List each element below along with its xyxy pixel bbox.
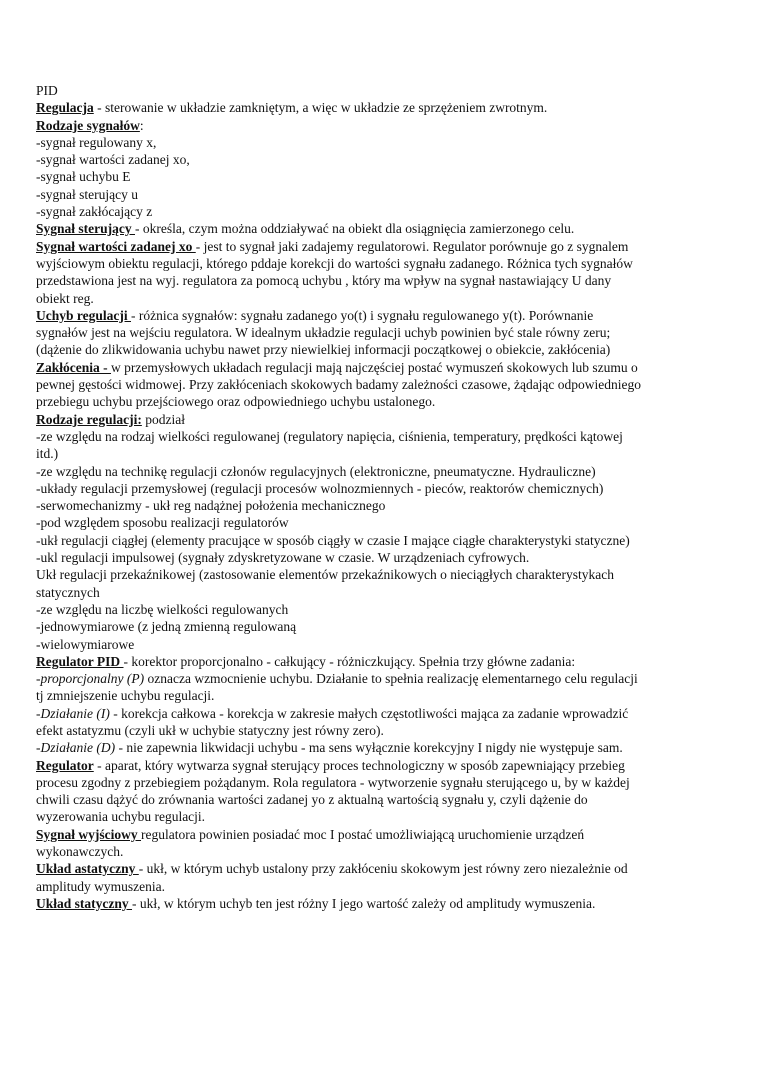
term-heading: Układ statyczny [36, 895, 133, 911]
line-text: przebiegu uchybu przejściowego oraz odpowiedniego uchybu ustalonego. [36, 394, 436, 410]
term-heading: Rodzaje regulacji: [36, 411, 142, 427]
text-line [36, 843, 726, 860]
document-page [36, 82, 726, 912]
italic-term: -proporcjonalny (P) [36, 671, 145, 687]
text-line [36, 739, 726, 756]
line-text: chwili czasu dążyć do zrównania wartości zadanej yo z aktualną wartością sygnału y, czyli dążenie do [36, 792, 588, 808]
text-line [36, 514, 726, 531]
line-text: -pod względem sposobu realizacji regulatorów [36, 515, 289, 531]
line-text: -ukl regulacji impulsowej (sygnały zdyskretyzowane w czasie. W urządzeniach cyfrowych. [36, 550, 530, 566]
term-heading: Zakłócenia - [36, 359, 112, 375]
text-line [36, 860, 726, 877]
text-line [36, 168, 726, 185]
line-text: regulatora powinien posiadać moc I postać umożliwiającą uruchomienie urządzeń [141, 826, 585, 842]
text-line [36, 324, 726, 341]
line-text: statycznych [36, 584, 100, 600]
term-heading: Regulator [36, 757, 94, 773]
text-line [36, 359, 726, 376]
line-text: - określa, czym można oddziaływać na obiekt dla osiągnięcia zamierzonego celu. [135, 221, 575, 237]
text-line [36, 463, 726, 480]
text-line [36, 705, 726, 722]
line-text: -ukł regulacji ciągłej (elementy pracujące w sposób ciągły w czasie I mające ciągłe charakterystyki statyczne) [36, 532, 630, 548]
line-text: wyjściowym obiektu regulacji, którego pddaje korekcji do wartości sygnału zadanego. Różnica tych sygnałów [36, 255, 633, 271]
text-line [36, 722, 726, 739]
text-line [36, 618, 726, 635]
line-text: -ze względu na rodzaj wielkości regulowanej (regulatory napięcia, ciśnienia, temperatury, prędkości kątowej [36, 428, 623, 444]
line-text: : [139, 117, 144, 133]
text-line [36, 774, 726, 791]
text-line [36, 566, 726, 583]
line-text: -sygnał regulowany x, [36, 134, 157, 150]
line-text: -sygnał wartości zadanej xo, [36, 152, 190, 168]
line-text: Ukł regulacji przekaźnikowej (zastosowanie elementów przekaźnikowych o nieciągłych charakterystykach [36, 567, 615, 583]
term-heading: Sygnał sterujący [36, 221, 135, 237]
text-line [36, 653, 726, 670]
line-text: procesu zgodny z przebiegiem pożądanym. Rola regulatora - wytworzenie sygnału sterującego u, by w każdej [36, 774, 630, 790]
line-text: efekt astatyzmu (czyli ukł w uchybie statyczny jest równy zero). [36, 722, 384, 738]
line-text: -jednowymiarowe (z jedną zmienną regulowaną [36, 619, 297, 635]
text-line [36, 808, 726, 825]
text-line [36, 117, 726, 134]
line-text: przedstawiona jest na wyj. regulatora za pomocą uchybu , który ma wpływ na sygnał nastawiający U dany [36, 273, 612, 289]
text-line [36, 601, 726, 618]
italic-term: -Działanie (D) [36, 740, 116, 756]
text-line [36, 878, 726, 895]
line-text: wykonawczych. [36, 844, 124, 860]
line-text: wyzerowania uchybu regulacji. [36, 809, 206, 825]
text-line [36, 757, 726, 774]
line-text: -układy regulacji przemysłowej (regulacji procesów wolnozmiennych - pieców, reaktorów chemicznych) [36, 480, 604, 496]
text-line [36, 99, 726, 116]
document-body [36, 99, 726, 912]
line-text: - korektor proporcjonalno - całkujący - różniczkujący. Spełnia trzy główne zadania: [123, 653, 576, 669]
line-text: - sterowanie w układzie zamkniętym, a więc w układzie ze sprzężeniem zwrotnym. [93, 100, 548, 116]
text-line [36, 670, 726, 687]
text-line [36, 272, 726, 289]
line-text: -ze względu na liczbę wielkości regulowanych [36, 601, 289, 617]
text-line [36, 428, 726, 445]
line-text: amplitudy wymuszenia. [36, 878, 165, 894]
line-text: tj zmniejszenie uchybu regulacji. [36, 688, 215, 704]
line-text: - korekcja całkowa - korekcja w zakresie małych częstotliwości mająca za zadanie wprowadzić [109, 705, 629, 721]
text-line [36, 687, 726, 704]
line-text: - ukł, w którym uchyb ustalony przy zakłóceniu skokowym jest równy zero niezależnie od [138, 861, 628, 877]
text-line [36, 134, 726, 151]
text-line [36, 826, 726, 843]
text-line [36, 445, 726, 462]
line-text: -serwomechanizmy - ukł reg nadążnej położenia mechanicznego [36, 498, 386, 514]
text-line [36, 376, 726, 393]
line-text: - jest to sygnał jaki zadajemy regulatorowi. Regulator porównuje go z sygnalem [195, 238, 629, 254]
text-line [36, 341, 726, 358]
line-text: itd.) [36, 446, 59, 462]
text-line [36, 290, 726, 307]
text-line [36, 238, 726, 255]
line-text: - różnica sygnałów: sygnału zadanego yo(t) i sygnału regulowanego y(t). Porównanie [131, 307, 594, 323]
text-line [36, 151, 726, 168]
line-text: -sygnał uchybu E [36, 169, 131, 185]
text-line [36, 411, 726, 428]
text-line [36, 636, 726, 653]
line-text: -ze względu na technikę regulacji członów regulacyjnych (elektroniczne, pneumatyczne. Hydrauliczne) [36, 463, 596, 479]
line-text: podział [141, 411, 185, 427]
line-text: obiekt reg. [36, 290, 94, 306]
term-heading: Regulator PID [36, 653, 124, 669]
text-line [36, 393, 726, 410]
text-line [36, 791, 726, 808]
text-line [36, 532, 726, 549]
text-line [36, 307, 726, 324]
term-heading: Układ astatyczny [36, 861, 139, 877]
line-text: sygnałów jest na wejściu regulatora. W idealnym układzie regulacji uchyb powinien być stale równy zeru; [36, 325, 611, 341]
text-line [36, 895, 726, 912]
line-text: -sygnał sterujący u [36, 186, 138, 202]
text-line [36, 480, 726, 497]
line-text: - ukł, w którym uchyb ten jest różny I jego wartość zależy od amplitudy wymuszenia. [132, 895, 596, 911]
term-heading: Sygnał wartości zadanej xo [36, 238, 196, 254]
term-heading: Regulacja [36, 100, 94, 116]
term-heading: Uchyb regulacji [36, 307, 131, 323]
line-text: -wielowymiarowe [36, 636, 135, 652]
text-line [36, 255, 726, 272]
line-text: (dążenie do zlikwidowania uchybu nawet przy niewielkiej informacji początkowej o obiekcie, zakłócenia) [36, 342, 611, 358]
document-heading: PID [36, 83, 58, 98]
italic-term: -Działanie (I) [36, 705, 110, 721]
line-text: oznacza wzmocnienie uchybu. Działanie to spełnia realizację elementarnego celu regulacji [144, 671, 638, 687]
text-line [36, 203, 726, 220]
term-heading: Sygnał wyjściowy [36, 826, 142, 842]
line-text: - aparat, który wytwarza sygnał sterujący proces technologiczny w sposób zapewniający przebieg [93, 757, 625, 773]
text-line [36, 549, 726, 566]
text-line [36, 497, 726, 514]
line-text: w przemysłowych układach regulacji mają najczęściej postać wymuszeń skokowych lub szumu o [111, 359, 638, 375]
term-heading: Rodzaje sygnałów [36, 117, 140, 133]
text-line [36, 186, 726, 203]
line-text: - nie zapewnia likwidacji uchybu - ma sens wyłącznie korekcyjny I nigdy nie występuje sam. [115, 740, 623, 756]
text-line [36, 584, 726, 601]
text-line [36, 220, 726, 237]
line-text: pewnej gęstości widmowej. Przy zakłóceniach skokowych badamy zależności czasowe, żądając odpowiedniego [36, 377, 642, 393]
line-text: -sygnał zakłócający z [36, 204, 153, 220]
